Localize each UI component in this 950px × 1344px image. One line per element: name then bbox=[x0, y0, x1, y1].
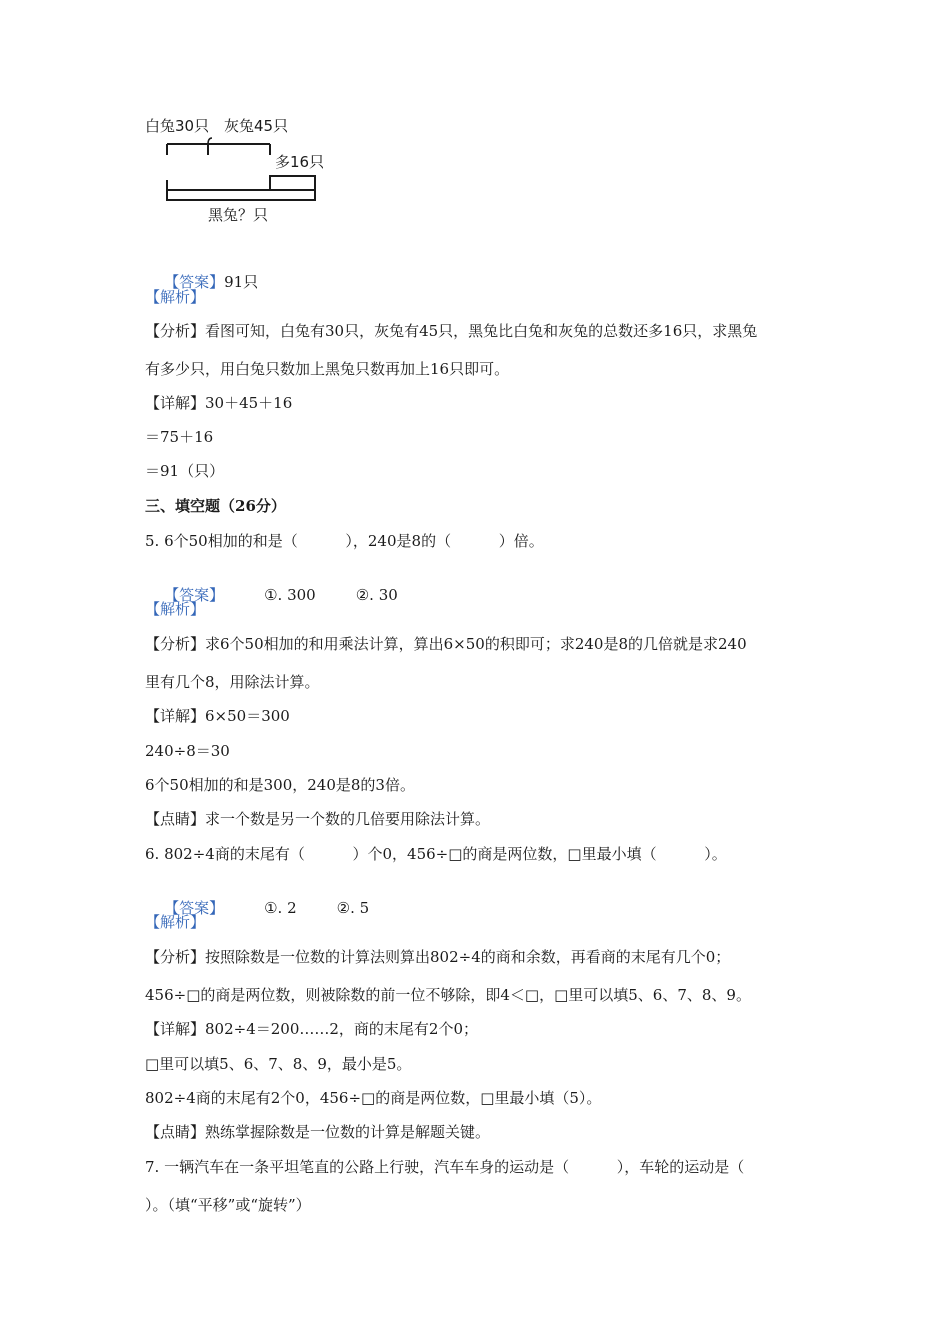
answer-tag: 【答案】 bbox=[164, 586, 225, 604]
rabbit-diagram-svg bbox=[140, 110, 340, 230]
q7-question-line2: ）。（填“平移”或“旋转”） bbox=[145, 1196, 311, 1214]
q5-detail2: 240÷8＝30 bbox=[145, 742, 230, 760]
answer-value: 91只 bbox=[224, 273, 259, 291]
white-rabbit-label: 白兔30只 bbox=[145, 117, 210, 135]
top-brace bbox=[167, 144, 270, 155]
q5-dianjing: 【点睛】求一个数是另一个数的几倍要用除法计算。 bbox=[145, 810, 491, 828]
answer-2: ②. 5 bbox=[336, 899, 370, 917]
q4-detail2: ＝75＋16 bbox=[145, 428, 214, 446]
q5-detail1: 【详解】6×50＝300 bbox=[145, 707, 290, 725]
q6-fenxi-line1: 【分析】按照除数是一位数的计算法则算出802÷4的商和余数，再看商的末尾有几个0； bbox=[145, 948, 731, 966]
q5-question: 5. 6个50相加的和是（ ），240是8的（ ）倍。 bbox=[145, 532, 544, 550]
q6-analysis-tag: 【解析】 bbox=[145, 913, 206, 931]
section3-title: 三、填空题（26分） bbox=[145, 497, 286, 515]
answer-2: ②. 30 bbox=[355, 586, 398, 604]
more-brace bbox=[270, 176, 315, 190]
q4-detail3: ＝91（只） bbox=[145, 462, 225, 480]
q7-question-line1: 7. 一辆汽车在一条平坦笔直的公路上行驶，汽车车身的运动是（ ），车轮的运动是（ bbox=[145, 1158, 745, 1176]
total-brace bbox=[167, 180, 315, 200]
answer-1: ①. 2 bbox=[264, 899, 297, 917]
q6-dianjing: 【点睛】熟练掌握除数是一位数的计算是解题关键。 bbox=[145, 1123, 491, 1141]
q4-fenxi-line2: 有多少只，用白兔只数加上黑兔只数再加上16只即可。 bbox=[145, 360, 510, 378]
q5-fenxi-line2: 里有几个8，用除法计算。 bbox=[145, 673, 320, 691]
q4-analysis-tag: 【解析】 bbox=[145, 288, 206, 306]
answer-tag: 【答案】 bbox=[164, 273, 225, 291]
q6-detail1: 【详解】802÷4＝200……2，商的末尾有2个0； bbox=[145, 1020, 479, 1038]
q6-question: 6. 802÷4商的末尾有（ ）个0，456÷□的商是两位数，□里最小填（ ）。 bbox=[145, 845, 727, 863]
more-label: 多16只 bbox=[275, 153, 325, 171]
black-rabbit-label: 黑兔？只 bbox=[208, 206, 269, 224]
q5-detail3: 6个50相加的和是300，240是8的3倍。 bbox=[145, 776, 415, 794]
rabbit-diagram bbox=[140, 110, 340, 230]
q4-fenxi-line1: 【分析】看图可知，白兔有30只，灰兔有45只，黑兔比白兔和灰兔的总数还多16只，求黑兔 bbox=[145, 322, 758, 340]
answer-tag: 【答案】 bbox=[164, 899, 225, 917]
q6-detail2: □里可以填5、6、7、8、9，最小是5。 bbox=[145, 1055, 412, 1073]
answer-1: ①. 300 bbox=[264, 586, 316, 604]
q6-detail3: 802÷4商的末尾有2个0，456÷□的商是两位数，□里最小填（5）。 bbox=[145, 1089, 602, 1107]
q5-analysis-tag: 【解析】 bbox=[145, 600, 206, 618]
q4-detail1: 【详解】30＋45＋16 bbox=[145, 394, 293, 412]
q5-fenxi-line1: 【分析】求6个50相加的和用乘法计算，算出6×50的积即可；求240是8的几倍就是求240 bbox=[145, 635, 747, 653]
gray-rabbit-label: 灰兔45只 bbox=[224, 117, 289, 135]
q6-fenxi-line2: 456÷□的商是两位数，则被除数的前一位不够除，即4＜□，□里可以填5、6、7、8、9。 bbox=[145, 986, 751, 1004]
